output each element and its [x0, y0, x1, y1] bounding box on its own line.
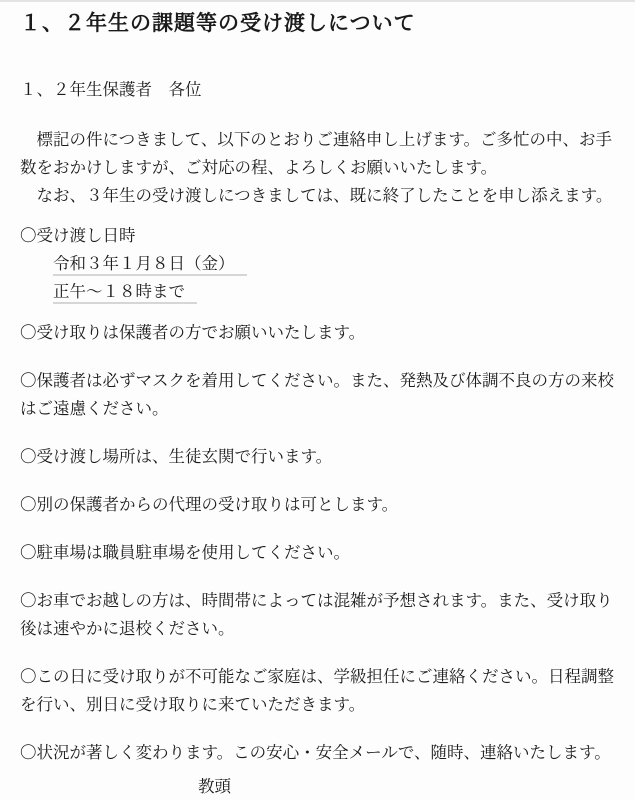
intro-paragraph-2: なお、３年生の受け渡しにつきましては、既に終了したことを申し添えます。: [20, 187, 613, 205]
notice-item-location: 〇受け渡し場所は、生徒玄関で行います。: [20, 448, 333, 466]
schedule-date-line: [20, 250, 615, 278]
notice-item-pickup-by-guardian: 〇受け取りは保護者の方でお願いいたします。: [20, 324, 366, 342]
notice-item-car-congestion: 〇お車でお越しの方は、時間帯によっては混雑が予想されます。また、受け取り後は速やかに退校ください。: [20, 592, 613, 638]
document-body: [20, 76, 615, 800]
signature: 教頭: [198, 778, 231, 796]
schedule-date: 令和３年１月８日（金）: [53, 255, 247, 276]
handover-schedule: [20, 222, 615, 306]
salutation: １、２年生保護者 各位: [20, 81, 202, 99]
intro-paragraph-1: 標記の件につきまして、以下のとおりご連絡申し上げます。ご多忙の中、お手数をおかけしますが、ご対応の程、よろしくお願いいたします。: [20, 131, 613, 177]
schedule-time-line: [20, 278, 615, 306]
schedule-time: 正午〜１８時まで: [53, 283, 197, 304]
document-header: [20, 2, 615, 37]
notice-item-proxy-pickup: 〇別の保護者からの代理の受け取りは可とします。: [20, 496, 399, 514]
notice-item-reschedule: 〇この日に受け取りが不可能なご家庭は、学級担任にご連絡ください。日程調整を行い、別日に受け取りに来ていただきます。: [20, 668, 614, 714]
notice-item-parking: 〇駐車場は職員駐車場を使用してください。: [20, 544, 350, 562]
notice-item-mask-required: 〇保護者は必ずマスクを着用してください。また、発熱及び体調不良の方の来校はご遠慮ください。: [20, 372, 614, 418]
notice-item-status-updates: 〇状況が著しく変わります。この安心・安全メールで、随時、連絡いたします。: [20, 744, 611, 762]
schedule-heading: 〇受け渡し日時: [20, 227, 136, 245]
document-title: １、２年生の課題等の受け渡しについて: [20, 12, 416, 35]
